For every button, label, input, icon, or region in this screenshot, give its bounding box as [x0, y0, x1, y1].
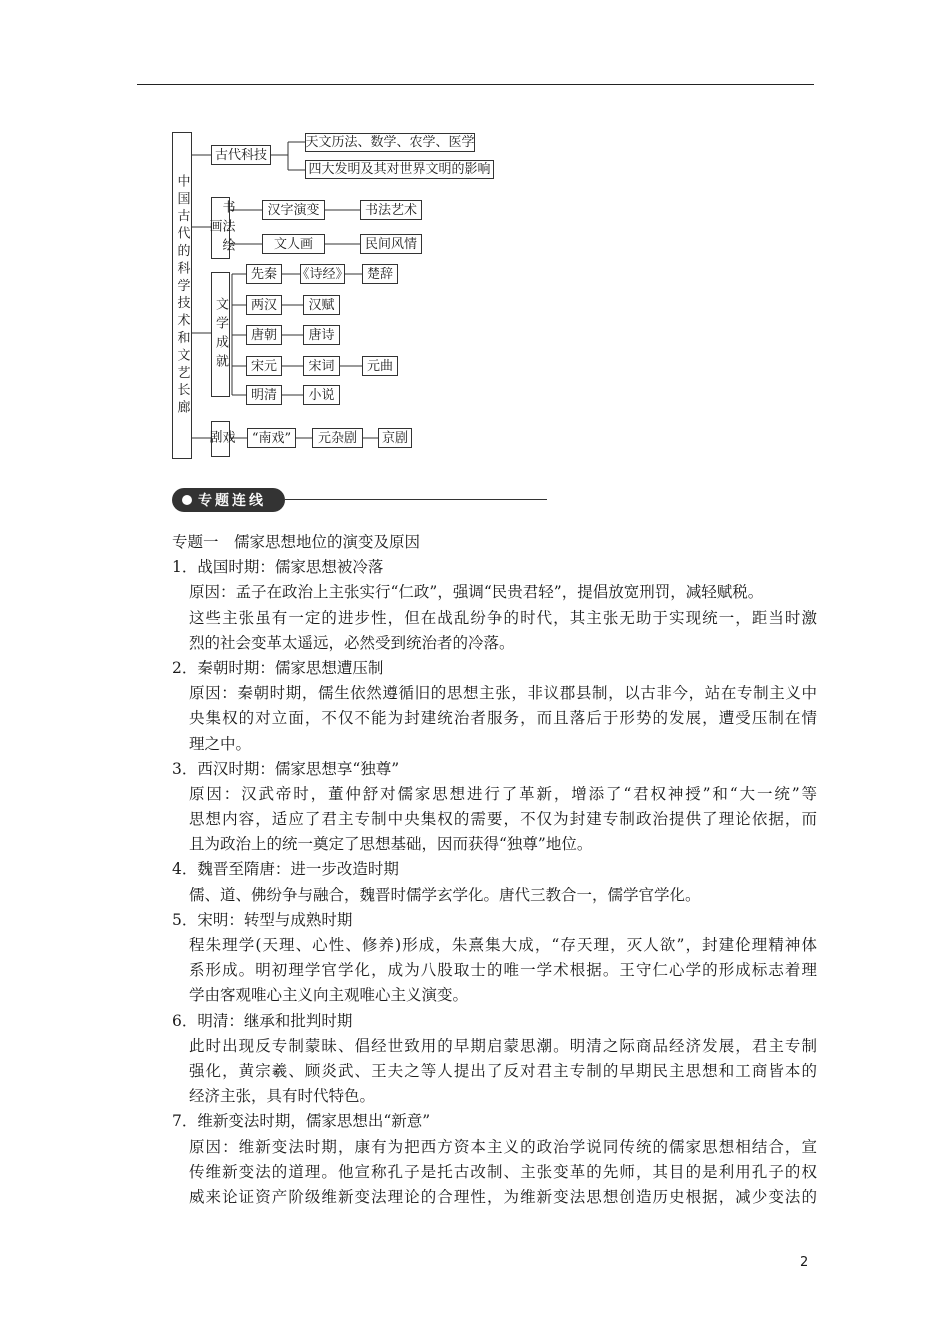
point-line: 系形成。明初理学官学化，成为八股取士的唯一学术根据。王守仁心学的形成标志着理 — [189, 961, 817, 980]
diagram-connectors — [0, 0, 950, 480]
point-line: 学由客观唯心主义向主观唯心主义演变。 — [189, 986, 469, 1005]
point-heading: 5．宋明：转型与成熟时期 — [172, 910, 353, 929]
literature-item: 明清 — [246, 385, 282, 405]
literature-item: 宋词 — [303, 356, 340, 376]
point-line: 这些主张虽有一定的进步性，但在战乱纷争的时代，其主张无助于实现统一，距当时激 — [189, 608, 817, 627]
literature-item: 唐诗 — [303, 325, 340, 345]
point-line: 理之中。 — [189, 734, 252, 753]
point-heading: 1．战国时期：儒家思想被冷落 — [172, 558, 384, 577]
science-item-2: 四大发明及其对世界文明的影响 — [305, 160, 494, 179]
calligraphy-item: 书法艺术 — [360, 200, 422, 220]
literature-item: 《诗经》 — [300, 264, 345, 284]
calligraphy-item: 汉字演变 — [262, 200, 325, 220]
point-line: 经济主张，具有时代特色。 — [189, 1087, 376, 1106]
literature-item: 两汉 — [246, 295, 282, 315]
branch-science: 古代科技 — [211, 145, 271, 165]
science-item-1: 天文历法、数学、农学、医学 — [305, 135, 475, 150]
section-header-label: 专题连线 — [198, 493, 266, 509]
point-line: 强化，黄宗羲、顾炎武、王夫之等人提出了反对君主专制的早期民主思想和工商皆本的 — [189, 1061, 817, 1080]
point-line: 原因：秦朝时期，儒生依然遵循旧的思想主张，非议郡县制，以古非今，站在专制主义中 — [189, 684, 817, 703]
section-header — [172, 488, 548, 512]
point-line: 威来论证资产阶级维新变法理论的合理性，为维新变法思想创造历史根据，减少变法的 — [189, 1187, 817, 1206]
literature-item: 汉赋 — [303, 295, 340, 315]
point-line: 原因：孟子在政治上主张实行“仁政”，强调“民贵君轻”，提倡放宽刑罚，减轻赋税。 — [189, 583, 764, 602]
literature-item: 唐朝 — [246, 325, 282, 345]
literature-item: 宋元 — [246, 356, 282, 376]
drama-item: 京剧 — [378, 428, 412, 448]
point-heading: 3．西汉时期：儒家思想享“独尊” — [172, 759, 400, 778]
knowledge-structure-diagram — [0, 0, 950, 480]
literature-item: 元曲 — [362, 356, 398, 376]
branch-calligraphy-label: 书法绘画 — [206, 199, 235, 257]
point-heading: 4．魏晋至隋唐：进一步改造时期 — [172, 860, 399, 879]
drama-item: “南戏” — [247, 428, 296, 448]
topic-content — [172, 530, 817, 1210]
point-line: 传维新变法的道理。他宣称孔子是托古改制、主张变革的先师，其目的是利用孔子的权 — [189, 1162, 817, 1181]
point-heading: 7．维新变法时期，儒家思想出“新意” — [172, 1112, 431, 1131]
branch-drama — [206, 421, 235, 457]
section-header-pill — [172, 488, 285, 512]
point-line: 思想内容，适应了君主专制中央集权的需要，不仅为封建专制政治提供了理论依据，而 — [189, 810, 817, 829]
point-line: 儒、道、佛纷争与融合，魏晋时儒学玄学化。唐代三教合一，儒学官学化。 — [189, 885, 701, 904]
point-line: 且为政治上的统一奠定了思想基础，因而获得“独尊”地位。 — [189, 835, 593, 854]
topic-title: 专题一 儒家思想地位的演变及原因 — [172, 533, 421, 551]
point-line: 央集权的对立面，不仅不能为封建统治者服务，而且落后于形势的发展，遭受压制在情 — [189, 709, 817, 728]
diagram-root — [172, 132, 192, 459]
literature-item: 先秦 — [246, 264, 282, 284]
section-header-rule — [285, 499, 547, 500]
point-line: 原因：汉武帝时，董仲舒对儒家思想进行了革新，增添了“君权神授”和“大一统”等 — [189, 784, 817, 803]
diagram-root-label: 中国古代的科学技术和文艺长廊 — [174, 173, 190, 418]
branch-literature — [211, 272, 230, 397]
drama-item: 元杂剧 — [312, 428, 363, 448]
page-number: 2 — [800, 1255, 809, 1270]
point-line: 程朱理学(天理、心性、修养)形成，朱熹集大成，“存天理，灭人欲”，封建伦理精神体 — [189, 936, 817, 954]
point-heading: 6．明清：继承和批判时期 — [172, 1011, 353, 1030]
literature-item: 楚辞 — [362, 264, 398, 284]
branch-literature-label: 文学成就 — [213, 296, 228, 373]
branch-calligraphy — [206, 197, 235, 259]
point-line: 原因：维新变法时期，康有为把西方资本主义的政治学说同传统的儒家思想相结合，宣 — [189, 1137, 817, 1156]
branch-drama-label: 戏剧 — [206, 429, 235, 449]
point-line: 烈的社会变革太遥远，必然受到统治者的冷落。 — [189, 633, 515, 652]
point-heading: 2．秦朝时期：儒家思想遭压制 — [172, 658, 384, 677]
calligraphy-item: 文人画 — [262, 234, 325, 254]
point-line: 此时出现反专制蒙昧、倡经世致用的早期启蒙思潮。明清之际商品经济发展，君主专制 — [189, 1036, 817, 1055]
bullet-dot-icon — [182, 495, 192, 505]
calligraphy-item: 民间风情 — [360, 234, 422, 254]
literature-item: 小说 — [303, 385, 340, 405]
